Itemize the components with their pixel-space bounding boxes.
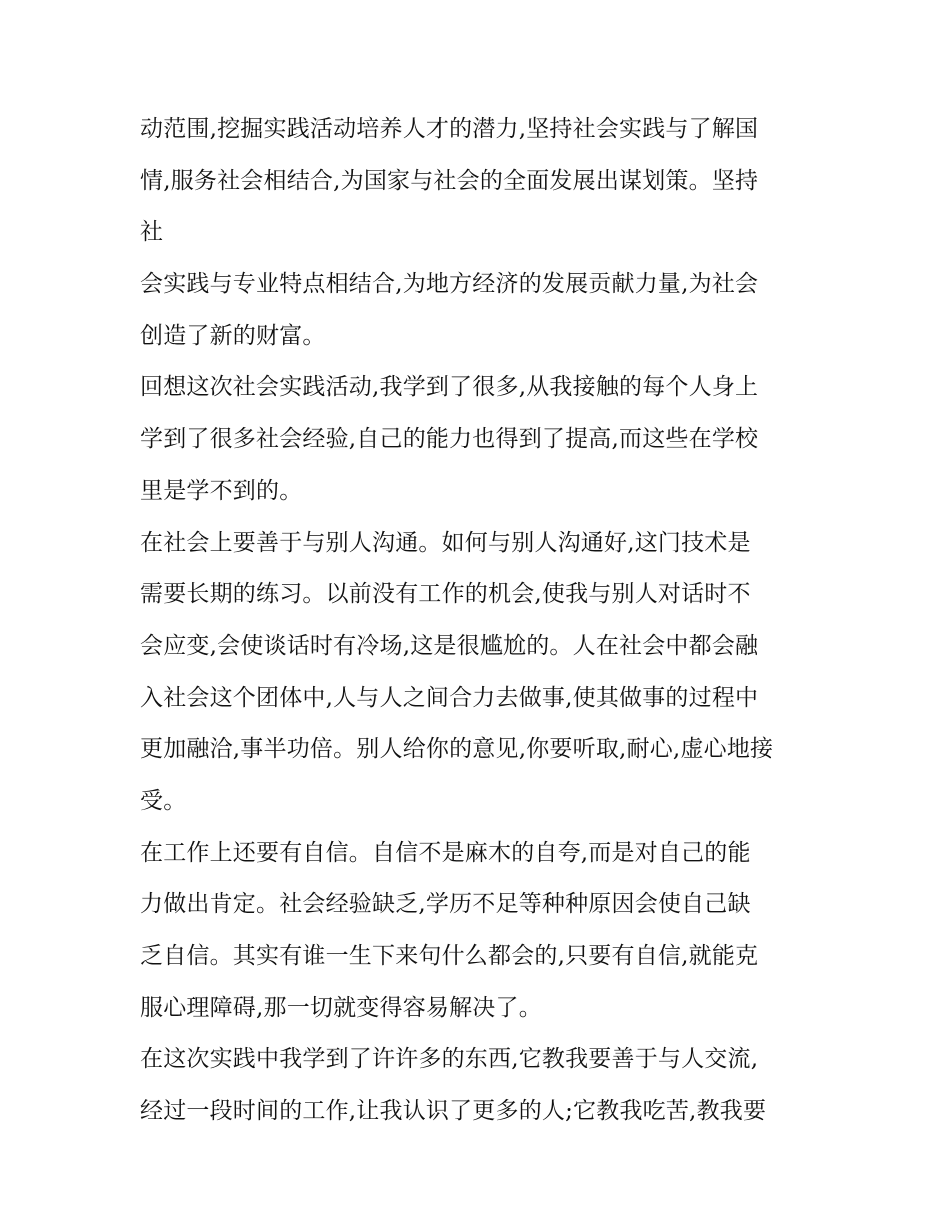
text-line: 社 — [140, 219, 164, 246]
text-line: 在这次实践中我学到了许许多的东西,它教我要善于与人交流, — [140, 1046, 759, 1073]
text-line: 乏自信。其实有谁一生下来句什么都会的,只要有自信,就能克 — [140, 943, 759, 969]
text-line: 入社会这个团体中,人与人之间合力去做事,使其做事的过程中 — [140, 684, 759, 711]
text-line: 情,服务社会相结合,为国家与社会的全面发展出谋划策。坚持 — [140, 167, 759, 194]
text-line: 动范围,挖掘实践活动培养人才的潜力,坚持社会实践与了解国 — [140, 116, 759, 142]
text-line: 学到了很多社会经验,自己的能力也得到了提高,而这些在学校 — [140, 426, 759, 453]
text-line: 创造了新的财富。 — [140, 322, 326, 349]
text-line: 回想这次社会实践活动,我学到了很多,从我接触的每个人身上 — [140, 374, 759, 401]
text-line: 经过一段时间的工作,让我认识了更多的人;它教我吃苦,教我要 — [140, 1098, 767, 1125]
text-line: 需要长期的练习。以前没有工作的机会,使我与别人对话时不 — [140, 581, 751, 608]
text-line: 服心理障碍,那一切就变得容易解决了。 — [140, 994, 542, 1021]
text-line: 会应变,会使谈话时有冷场,这是很尴尬的。人在社会中都会融 — [140, 632, 759, 659]
text-line: 更加融洽,事半功倍。别人给你的意见,你要听取,耐心,虚心地接 — [140, 736, 774, 763]
body-text — [140, 104, 820, 1138]
text-line: 受。 — [140, 787, 187, 814]
text-line: 里是学不到的。 — [140, 477, 303, 504]
text-line: 在社会上要善于与别人沟通。如何与别人沟通好,这门技术是 — [140, 529, 751, 556]
text-line: 会实践与专业特点相结合,为地方经济的发展贡献力量,为社会 — [140, 271, 759, 298]
text-line: 在工作上还要有自信。自信不是麻木的自夸,而是对自己的能 — [140, 839, 751, 866]
text-line: 力做出肯定。社会经验缺乏,学历不足等种种原因会使自己缺 — [140, 891, 751, 918]
